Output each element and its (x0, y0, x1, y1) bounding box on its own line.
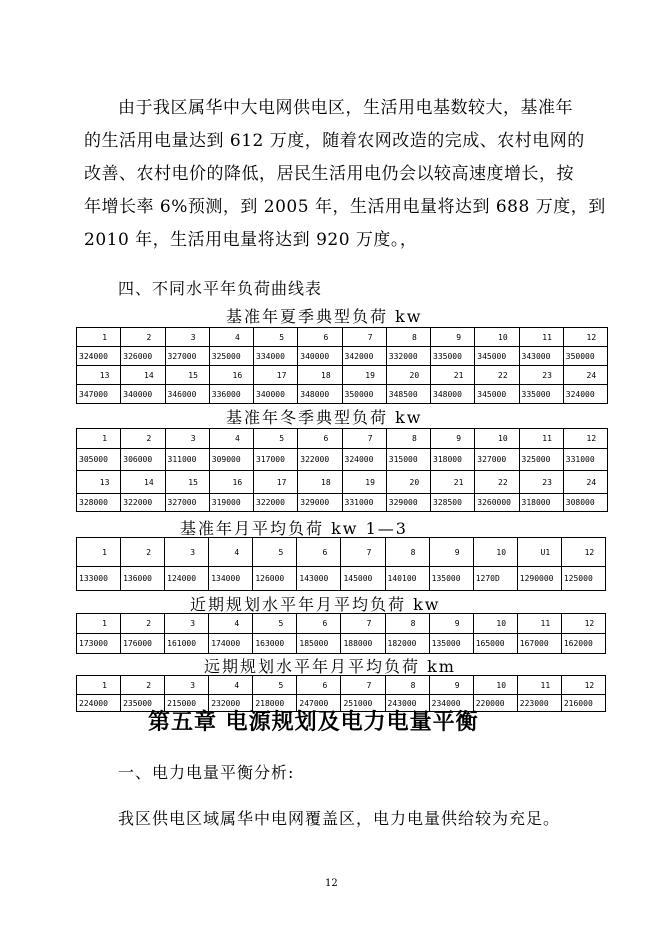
table-cell: U1 (517, 538, 561, 567)
table-cell: 324000 (77, 347, 121, 366)
table-cell: 23 (519, 366, 563, 385)
table-cell: 5 (253, 538, 297, 567)
section1-text: 我区供电区域属华中电网覆盖区，电力电量供给较为充足。 (118, 809, 561, 828)
table-row (77, 347, 608, 366)
table-cell: 16 (209, 366, 253, 385)
table-cell: 182000 (385, 634, 429, 654)
table-cell: 340000 (298, 347, 342, 366)
table-cell: 232000 (209, 695, 253, 712)
intro-line: 改善、农村电价的降低，居民生活用电仍会以较高速度增长，按 (84, 164, 574, 184)
table-cell: 317000 (254, 449, 298, 471)
table-cell: 305000 (77, 449, 121, 471)
table-cell: 23 (519, 471, 563, 494)
table-cell: 6 (297, 614, 341, 634)
table-cell: 5 (254, 328, 298, 347)
table-row (77, 328, 608, 347)
table-cell: 5 (253, 614, 297, 634)
table-cell: 133000 (77, 567, 121, 591)
table-cell: 328000 (77, 494, 121, 512)
table-cell: 9 (431, 328, 475, 347)
table-cell: 308000 (563, 494, 607, 512)
table-cell: 224000 (77, 695, 121, 712)
table-cell: 315000 (386, 449, 430, 471)
table-cell: 322000 (121, 494, 165, 512)
table-cell: 188000 (341, 634, 385, 654)
table-cell: 12 (563, 429, 607, 449)
table-row (77, 614, 606, 634)
table-cell: 318000 (431, 449, 475, 471)
table-cell: 13 (77, 366, 121, 385)
table-cell: 8 (386, 429, 430, 449)
table-cell: 327000 (475, 449, 519, 471)
table-cell: 335000 (431, 347, 475, 366)
table-cell: 7 (341, 614, 385, 634)
table-row (77, 366, 608, 385)
table-cell: 251000 (341, 695, 385, 712)
table-cell: 13 (77, 471, 121, 494)
table-cell: 11 (517, 676, 561, 695)
table-cell: 4 (209, 328, 253, 347)
table-cell: 17 (254, 366, 298, 385)
table-cell: 126000 (253, 567, 297, 591)
table-row (77, 429, 608, 449)
table-cell: 4 (209, 676, 253, 695)
table-cell: 2 (121, 429, 165, 449)
table-cell: 325000 (519, 449, 563, 471)
table-cell: 311000 (165, 449, 209, 471)
table-cell: 334000 (254, 347, 298, 366)
table-cell: 322000 (254, 494, 298, 512)
table-cell: 140100 (385, 567, 429, 591)
table-cell: 163000 (253, 634, 297, 654)
table-cell: 4 (209, 614, 253, 634)
table-cell: 185000 (297, 634, 341, 654)
table-cell: 6 (297, 676, 341, 695)
table-cell: 124000 (165, 567, 209, 591)
table-row (77, 676, 606, 695)
table-cell: 15 (165, 366, 209, 385)
table-cell: 215000 (165, 695, 209, 712)
table-cell: 322000 (298, 449, 342, 471)
table-cell: 331000 (563, 449, 607, 471)
intro-line: 的生活用电量达到 612 万度，随着农网改造的完成、农村电网的 (84, 131, 585, 151)
table-cell: 336000 (209, 385, 253, 404)
table-cell: 325000 (209, 347, 253, 366)
table-cell: 318000 (519, 494, 563, 512)
table-cell: 8 (386, 328, 430, 347)
table-cell: 6 (298, 328, 342, 347)
long-term-caption: 远期规划水平年月平均负荷 km (204, 657, 456, 676)
table-cell: 7 (341, 676, 385, 695)
table-cell: 173000 (77, 634, 121, 654)
table-cell: 3 (165, 614, 209, 634)
table-cell: 3 (165, 676, 209, 695)
table-cell: 136000 (121, 567, 165, 591)
intro-line: 由于我区属华中大电网供电区，生活用电基数较大，基准年 (118, 98, 573, 118)
table-cell: 17 (254, 471, 298, 494)
table-cell: 165000 (473, 634, 517, 654)
table-cell: 5 (254, 429, 298, 449)
table-cell: 3260000 (475, 494, 519, 512)
table-cell: 143000 (297, 567, 341, 591)
table-cell: 21 (431, 471, 475, 494)
table-cell: 350000 (342, 385, 386, 404)
table-cell: 20 (386, 471, 430, 494)
table-cell: 2 (121, 328, 165, 347)
table-cell: 1 (77, 676, 121, 695)
table-cell: 134000 (209, 567, 253, 591)
table-cell: 10 (475, 429, 519, 449)
table-cell: 14 (121, 366, 165, 385)
table-cell: 345000 (475, 385, 519, 404)
table-cell: 1 (77, 429, 121, 449)
table-cell: 7 (341, 538, 385, 567)
table-cell: 18 (298, 366, 342, 385)
table-cell: 174000 (209, 634, 253, 654)
table-cell: 3 (165, 429, 209, 449)
table-cell: 346000 (165, 385, 209, 404)
summer-load-caption: 基准年夏季典型负荷 kw (226, 307, 423, 326)
table-cell: 11 (519, 429, 563, 449)
table-cell: 1 (77, 328, 121, 347)
table-cell: 1270D (473, 567, 517, 591)
table-cell: 14 (121, 471, 165, 494)
table-cell: 10 (475, 328, 519, 347)
table-cell: 20 (386, 366, 430, 385)
table-cell: 350000 (563, 347, 607, 366)
table-cell: 161000 (165, 634, 209, 654)
table-cell: 342000 (342, 347, 386, 366)
page-number: 12 (325, 878, 338, 889)
table-cell: 324000 (563, 385, 607, 404)
chapter-title: 第五章 电源规划及电力电量平衡 (148, 710, 479, 735)
table-cell: 12 (561, 676, 605, 695)
table-cell: 218000 (253, 695, 297, 712)
table-cell: 11 (517, 614, 561, 634)
table-cell: 1290000 (517, 567, 561, 591)
table-cell: 24 (563, 366, 607, 385)
winter-load-table (76, 428, 608, 512)
table-cell: 22 (475, 471, 519, 494)
table-cell: 7 (342, 429, 386, 449)
intro-paragraph (84, 92, 606, 257)
table-row (77, 494, 608, 512)
table-cell: 319000 (209, 494, 253, 512)
table-cell: 348500 (386, 385, 430, 404)
table-cell: 135000 (429, 567, 473, 591)
table-cell: 12 (563, 328, 607, 347)
table-cell: 343000 (519, 347, 563, 366)
table-row (77, 385, 608, 404)
table-cell: 12 (561, 538, 605, 567)
table-cell: 223000 (517, 695, 561, 712)
table-row (77, 634, 606, 654)
table-cell: 329000 (298, 494, 342, 512)
table-cell: 12 (561, 614, 605, 634)
table-cell: 21 (431, 366, 475, 385)
table-cell: 2 (121, 538, 165, 567)
table-cell: 234000 (429, 695, 473, 712)
table-cell: 309000 (209, 449, 253, 471)
table-cell: 24 (563, 471, 607, 494)
table-cell: 335000 (519, 385, 563, 404)
table-cell: 324000 (342, 449, 386, 471)
table-cell: 9 (429, 676, 473, 695)
section1-heading: 一、电力电量平衡分析: (118, 763, 295, 782)
table-cell: 5 (253, 676, 297, 695)
base-monthly-caption: 基准年月平均负荷 kw 1—3 (180, 519, 408, 538)
table-cell: 340000 (254, 385, 298, 404)
table-cell: 9 (429, 614, 473, 634)
table-cell: 2 (121, 614, 165, 634)
table-row (77, 471, 608, 494)
table-cell: 306000 (121, 449, 165, 471)
table-cell: 4 (209, 538, 253, 567)
table-cell: 243000 (385, 695, 429, 712)
table-cell: 22 (475, 366, 519, 385)
table-cell: 329000 (386, 494, 430, 512)
section4-heading: 四、不同水平年负荷曲线表 (118, 279, 323, 298)
table-cell: 340000 (121, 385, 165, 404)
table-cell: 1 (77, 614, 121, 634)
table-cell: 347000 (77, 385, 121, 404)
table-cell: 328500 (431, 494, 475, 512)
table-cell: 10 (473, 538, 517, 567)
table-cell: 345000 (475, 347, 519, 366)
table-cell: 15 (165, 471, 209, 494)
table-cell: 19 (342, 471, 386, 494)
table-cell: 4 (209, 429, 253, 449)
table-cell: 8 (385, 614, 429, 634)
near-term-caption: 近期规划水平年月平均负荷 kw (190, 595, 441, 614)
table-cell: 135000 (429, 634, 473, 654)
table-cell: 11 (519, 328, 563, 347)
base-monthly-table (76, 537, 606, 591)
table-cell: 348000 (431, 385, 475, 404)
table-cell: 9 (429, 538, 473, 567)
table-cell: 6 (298, 429, 342, 449)
table-cell: 331000 (342, 494, 386, 512)
table-cell: 19 (342, 366, 386, 385)
table-cell: 10 (473, 676, 517, 695)
table-cell: 3 (165, 538, 209, 567)
table-cell: 125000 (561, 567, 605, 591)
intro-line: 2010 年，生活用电量将达到 920 万度。， (84, 230, 418, 250)
table-cell: 327000 (165, 494, 209, 512)
table-cell: 8 (385, 538, 429, 567)
table-cell: 2 (121, 676, 165, 695)
table-cell: 162000 (561, 634, 605, 654)
table-row (77, 538, 606, 567)
table-cell: 332000 (386, 347, 430, 366)
table-row (77, 567, 606, 591)
table-cell: 7 (342, 328, 386, 347)
table-cell: 167000 (517, 634, 561, 654)
table-cell: 348000 (298, 385, 342, 404)
table-cell: 10 (473, 614, 517, 634)
table-cell: 9 (431, 429, 475, 449)
table-cell: 16 (209, 471, 253, 494)
summer-load-table (76, 327, 608, 404)
table-cell: 1 (77, 538, 121, 567)
table-cell: 176000 (121, 634, 165, 654)
table-cell: 220000 (473, 695, 517, 712)
winter-load-caption: 基准年冬季典型负荷 kw (226, 408, 423, 427)
table-cell: 145000 (341, 567, 385, 591)
table-cell: 326000 (121, 347, 165, 366)
intro-line: 年增长率 6%预测，到 2005 年，生活用电量将达到 688 万度，到 (84, 197, 606, 217)
table-cell: 235000 (121, 695, 165, 712)
table-cell: 6 (297, 538, 341, 567)
table-cell: 247000 (297, 695, 341, 712)
near-term-table (76, 613, 606, 654)
table-row (77, 449, 608, 471)
table-cell: 8 (385, 676, 429, 695)
table-cell: 18 (298, 471, 342, 494)
table-cell: 327000 (165, 347, 209, 366)
table-cell: 216000 (561, 695, 605, 712)
table-cell: 3 (165, 328, 209, 347)
